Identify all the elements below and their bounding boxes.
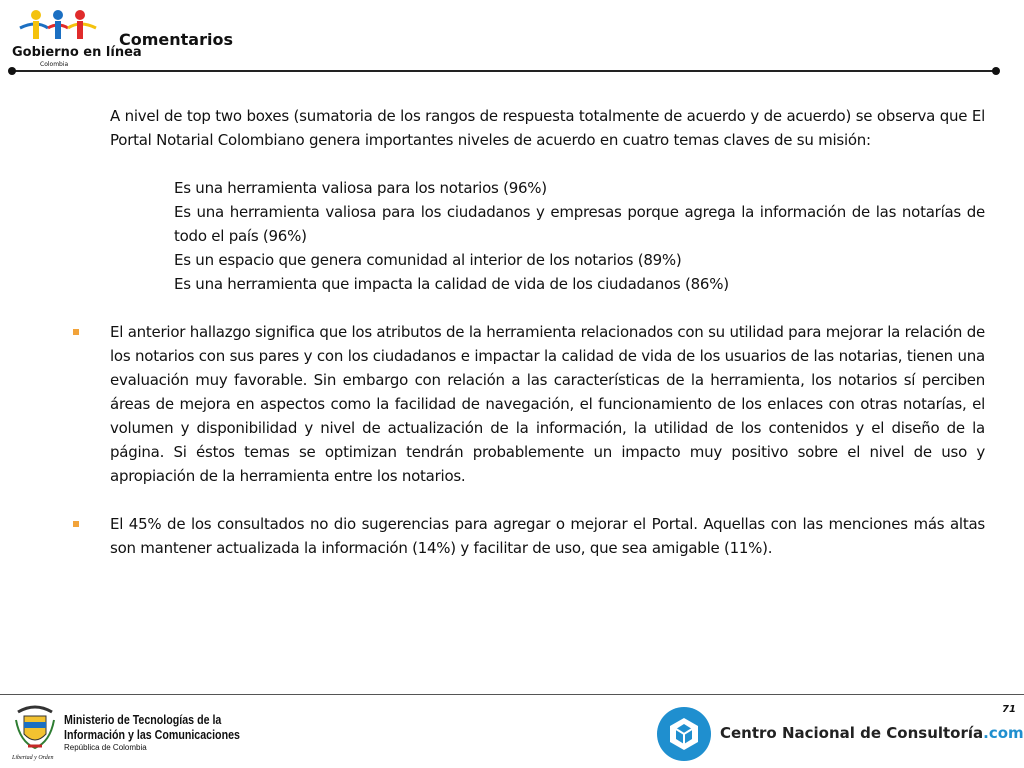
ministry-name-line2: Información y las Comunicaciones bbox=[64, 727, 240, 742]
cnc-brand-text: Centro Nacional de Consultoría.com bbox=[720, 724, 1024, 742]
header-divider bbox=[10, 70, 998, 72]
ministry-country: República de Colombia bbox=[64, 743, 147, 752]
list-item: Es una herramienta valiosa para los notarios (96%) bbox=[174, 179, 547, 197]
footer-divider bbox=[0, 694, 1024, 695]
divider-end-dot bbox=[8, 67, 16, 75]
list-item: Es un espacio que genera comunidad al interior de los notarios (89%) bbox=[174, 251, 682, 269]
divider-end-dot bbox=[992, 67, 1000, 75]
coat-of-arms-icon bbox=[12, 702, 58, 754]
logo-subtext: Colombia bbox=[40, 61, 69, 68]
ministry-name-line1: Ministerio de Tecnologías de la bbox=[64, 712, 222, 727]
page-number: 71 bbox=[1002, 704, 1016, 715]
bullet-text: El 45% de los consultados no dio sugerencias para agregar o mejorar el Portal. Aquellas con las menciones más altas son mantener actualizada la información (14%) y facilitar de uso, que sea amigable (11%). bbox=[110, 515, 985, 557]
cnc-cube-icon bbox=[656, 706, 712, 762]
bullet-paragraph bbox=[110, 512, 985, 560]
gobierno-en-linea-logo bbox=[8, 4, 142, 70]
intro-paragraph: A nivel de top two boxes (sumatoria de los rangos de respuesta totalmente de acuerdo y de acuerdo) se observa que El Portal Notarial Colombiano genera importantes niveles de acuerdo en cuatro temas claves de su misión: bbox=[110, 107, 985, 149]
key-topics-list bbox=[110, 176, 985, 296]
bullet-paragraph bbox=[110, 320, 985, 488]
page-title: Comentarios bbox=[119, 30, 233, 49]
list-item: Es una herramienta valiosa para los ciudadanos y empresas porque agrega la información de las notarías de todo el país (96%) bbox=[174, 203, 985, 245]
list-item: Es una herramienta que impacta la calidad de vida de los ciudadanos (86%) bbox=[174, 275, 729, 293]
ministry-motto: Libertad y Orden bbox=[12, 755, 54, 761]
slide-body bbox=[110, 104, 985, 584]
bullet-square-icon bbox=[73, 329, 79, 335]
logo-text: Gobierno en línea bbox=[12, 45, 142, 60]
bullet-text: El anterior hallazgo significa que los atributos de la herramienta relacionados con su utilidad para mejorar la relación de los notarios con sus pares y con los ciudadanos e impactar la calidad de vida de los usuarios de las notarias, tienen una evaluación muy favorable. Sin embargo con relación a las características de la herramienta, los notarios sí perciben áreas de mejora en aspectos como la facilidad de navegación, el funcionamiento de los enlaces con otras notarías, el volumen y disponibilidad y nivel de actualización de la información, la utilidad de los contenidos y el diseño de la página. Si éstos temas se optimizan tendrán probablemente un impacto muy positivo sobre el nivel de uso y apropiación de la herramienta entre los notarios. bbox=[110, 323, 985, 485]
bullet-square-icon bbox=[73, 521, 79, 527]
